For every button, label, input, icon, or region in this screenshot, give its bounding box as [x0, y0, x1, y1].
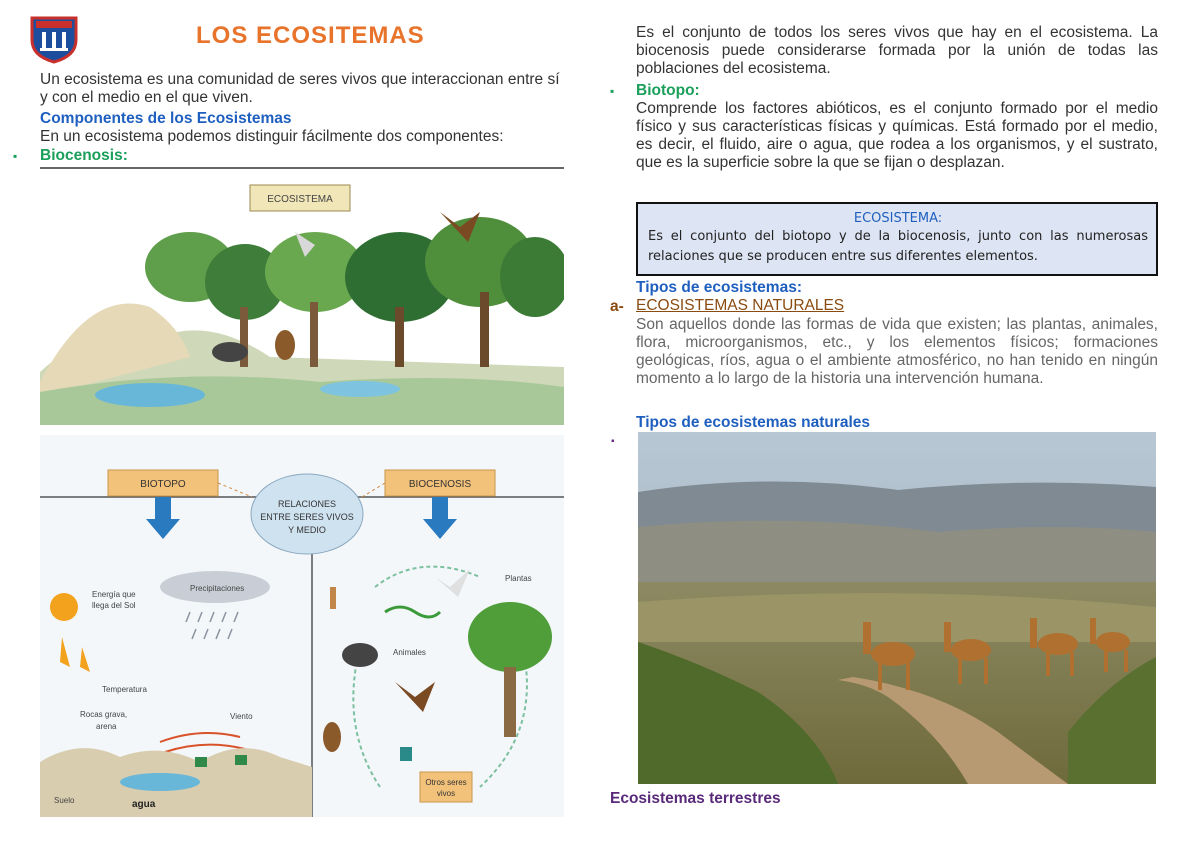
naturales-marker: a- [610, 298, 624, 315]
bullet-icon: ▪ [13, 149, 18, 163]
rocas-line-2: arena [96, 722, 117, 731]
bullet-icon: ▪ [610, 84, 615, 98]
suelo-label: Suelo [54, 796, 75, 805]
ecosistema-sign-label: ECOSISTEMA [267, 194, 333, 205]
energia-line-1: Energía que [92, 590, 136, 599]
intro-paragraph: Un ecosistema es una comunidad de seres vivos que interaccionan entre sí y con el medio en el que viven. [40, 71, 560, 106]
rocas-line-1: Rocas grava, [80, 710, 128, 719]
plantas-label: Plantas [505, 574, 532, 583]
box-title: ECOSISTEMA: [853, 211, 943, 226]
terrestrial-ecosystem-photo [638, 432, 1156, 784]
ecosistema-definition-box [636, 202, 1158, 276]
naturales-heading: ECOSISTEMAS NATURALES [636, 297, 845, 314]
photo-caption: Ecosistemas terrestres [610, 790, 781, 807]
biotopo-definition: Comprende los factores abióticos, es el conjunto formado por el medio físico y sus características físicas y químicas. Está formado por el medio, es decir, el fluido, aire o agua, que rodea a los organismos, y el sustrato, que es la superficie sobre la que se fijan o desplazan. [636, 100, 1158, 171]
tipos-heading: Tipos de ecosistemas: [636, 279, 802, 296]
components-text: En un ecosistema podemos distinguir fácilmente dos componentes: [40, 128, 504, 145]
animales-label: Animales [393, 648, 426, 657]
school-crest-icon [28, 12, 80, 64]
page-title: LOS ECOSITEMAS [196, 22, 425, 49]
biotopo-label: Biotopo: [636, 82, 700, 99]
temperatura-label: Temperatura [102, 685, 147, 694]
biocenosis-label: Biocenosis: [40, 147, 128, 164]
otros-line-2: vivos [436, 789, 456, 798]
bullet-icon: ▪ [611, 436, 615, 447]
otros-line-1: Otros seres [425, 778, 467, 787]
components-heading: Componentes de los Ecosistemas [40, 110, 292, 127]
biotopo-biocenosis-diagram [40, 435, 564, 817]
precipitaciones-label: Precipitaciones [190, 584, 245, 593]
biocenosis-definition: Es el conjunto de todos los seres vivos que hay en el ecosistema. La biocenosis puede considerarse formada por la unión de todas las poblaciones del ecosistema. [636, 24, 1158, 77]
viento-label: Viento [230, 712, 253, 721]
relaciones-line-3: Y MEDIO [288, 525, 326, 535]
agua-label: agua [132, 799, 156, 810]
biotopo-box-label: BIOTOPO [140, 479, 186, 490]
biocenosis-box-label: BIOCENOSIS [408, 479, 472, 490]
box-text: Es el conjunto del biotopo y de la biocenosis, junto con las numerosas relaciones que se producen entre sus diferentes elementos. [648, 229, 1148, 264]
relaciones-line-2: ENTRE SERES VIVOS [260, 512, 354, 522]
relaciones-line-1: RELACIONES [277, 499, 337, 509]
naturales-definition: Son aquellos donde las formas de vida que existen; las plantas, animales, flora, microorganismos, etc., y los elementos físicos; formaciones geológicas, ríos, agua o el ambiente atmosférico, no han tenido en ningún momento a lo largo de la historia una intervención humana. [636, 316, 1158, 387]
ecosystem-diagram [40, 167, 564, 817]
energia-line-2: llega del Sol [92, 601, 136, 610]
tipos-naturales-heading: Tipos de ecosistemas naturales [636, 414, 871, 431]
